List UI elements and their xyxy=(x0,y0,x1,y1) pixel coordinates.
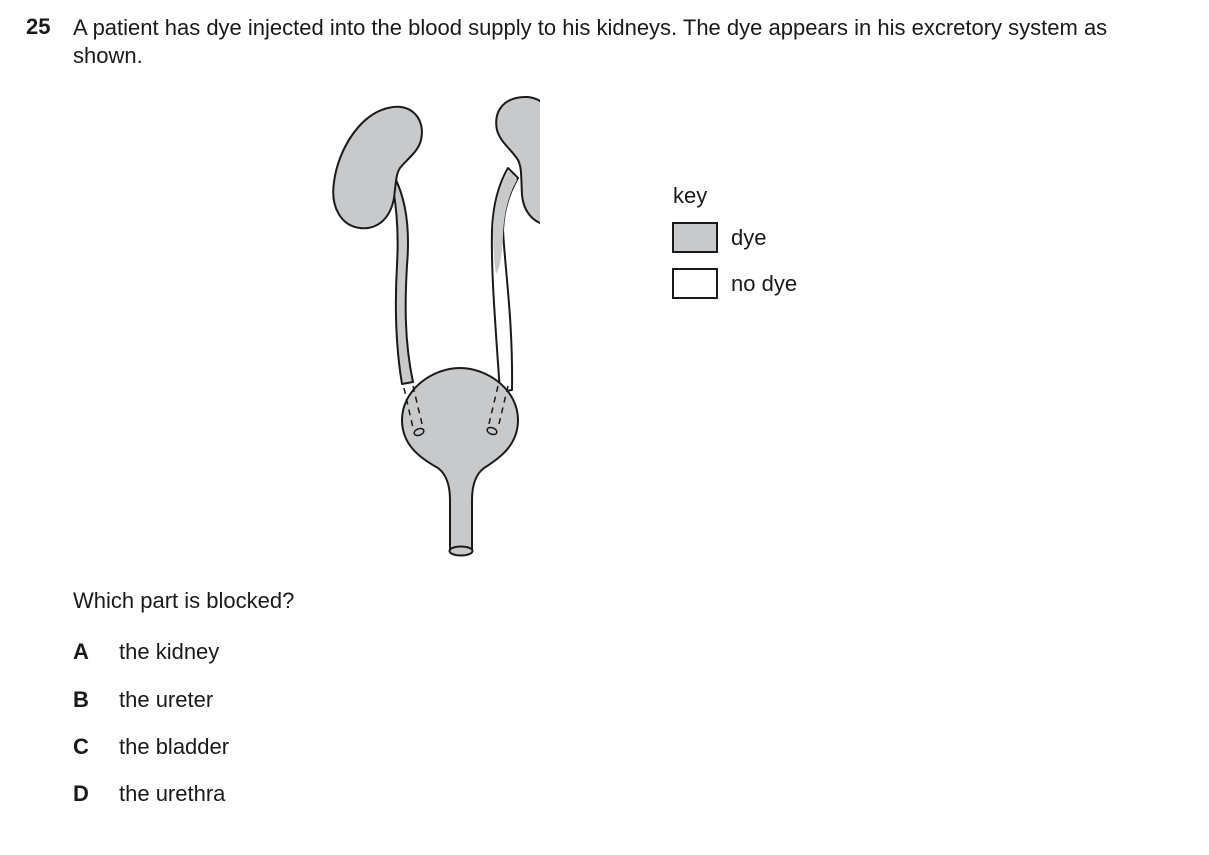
key-no-dye-swatch xyxy=(672,268,718,299)
key-dye-swatch xyxy=(672,222,718,253)
left-kidney xyxy=(333,107,422,229)
question-prompt: Which part is blocked? xyxy=(73,588,295,613)
option-c-letter[interactable]: C xyxy=(73,734,89,759)
urethra-opening xyxy=(450,547,473,556)
key-title: key xyxy=(673,183,708,208)
question-stem: A patient has dye injected into the blood supply to his kidneys. The dye appears in his excretory system as shown. xyxy=(73,15,1108,68)
option-a-letter[interactable]: A xyxy=(73,639,89,664)
option-b-letter[interactable]: B xyxy=(73,687,89,712)
option-d-letter[interactable]: D xyxy=(73,781,89,806)
excretory-system-diagram xyxy=(320,90,540,560)
option-a-text[interactable]: the kidney xyxy=(119,639,220,664)
key-dye-label: dye xyxy=(731,225,767,250)
bladder xyxy=(402,368,518,550)
option-b-text[interactable]: the ureter xyxy=(119,687,214,712)
left-ureter xyxy=(393,178,413,384)
key-no-dye-label: no dye xyxy=(731,271,798,296)
option-c-text[interactable]: the bladder xyxy=(119,734,230,759)
question-number: 25 xyxy=(26,14,51,39)
option-d-text[interactable]: the urethra xyxy=(119,781,226,806)
